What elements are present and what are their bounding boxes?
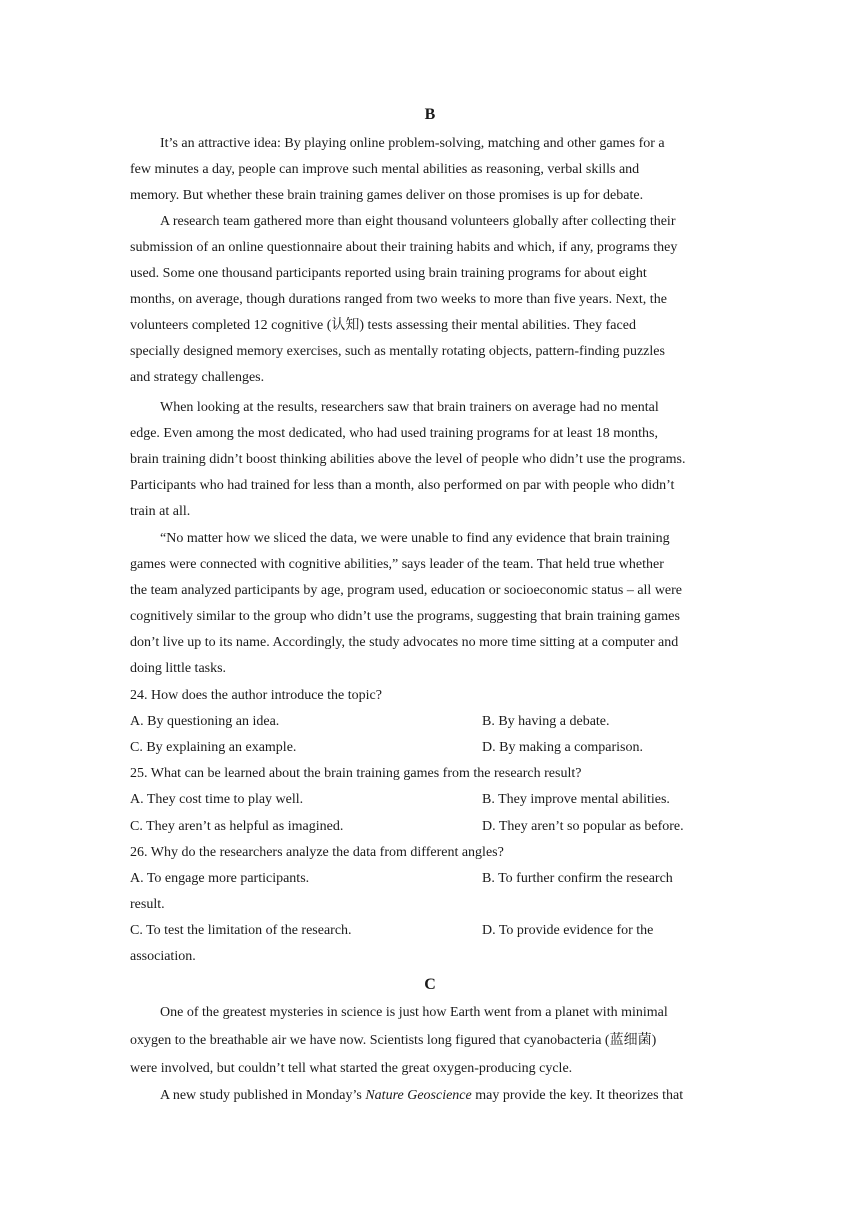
question-26-stem: 26. Why do the researchers analyze the data from different angles? bbox=[130, 845, 504, 860]
paragraph-b-2 bbox=[130, 209, 735, 391]
text-line: “No matter how we sliced the data, we were unable to find any evidence that brain training bbox=[160, 531, 670, 546]
text-line: oxygen to the breathable air we have now. Scientists long figured that cyanobacteria (蓝细菌) bbox=[130, 1033, 657, 1048]
text-line: don’t live up to its name. Accordingly, the study advocates no more time sitting at a computer and bbox=[130, 635, 679, 650]
text-line: submission of an online questionnaire about their training habits and which, if any, programs they bbox=[130, 240, 678, 255]
text-line: and strategy challenges. bbox=[130, 370, 265, 385]
question-26-option-d-wrap: association. bbox=[130, 949, 196, 964]
paragraph-b-1 bbox=[130, 131, 735, 209]
question-25-option-c: C. They aren’t as helpful as imagined. bbox=[130, 819, 344, 834]
text-line: specially designed memory exercises, such as mentally rotating objects, pattern-finding puzzles bbox=[130, 344, 665, 359]
text-line: Participants who had trained for less than a month, also performed on par with people who didn’t bbox=[130, 478, 675, 493]
text-line: A research team gathered more than eight thousand volunteers globally after collecting their bbox=[160, 214, 676, 229]
text-line: brain training didn’t boost thinking abilities above the level of people who didn’t use the programs. bbox=[130, 452, 686, 467]
text-line: memory. But whether these brain training games deliver on those promises is up for debate. bbox=[130, 188, 644, 203]
question-25-option-d: D. They aren’t so popular as before. bbox=[482, 819, 684, 834]
text-line: were involved, but couldn’t tell what started the great oxygen-producing cycle. bbox=[130, 1061, 573, 1076]
question-24-option-a: A. By questioning an idea. bbox=[130, 714, 280, 729]
paragraph-c-2 bbox=[130, 1083, 735, 1109]
question-25-stem: 25. What can be learned about the brain training games from the research result? bbox=[130, 766, 582, 781]
section-title-b: B bbox=[424, 106, 436, 123]
paragraph-b-4 bbox=[130, 526, 735, 682]
text-fragment: may provide the key. It theorizes that bbox=[471, 1088, 684, 1103]
question-26-option-c: C. To test the limitation of the research. bbox=[130, 923, 352, 938]
paragraph-b-3 bbox=[130, 395, 735, 525]
journal-title: Nature Geoscience bbox=[365, 1088, 472, 1103]
question-26-option-b-wrap: result. bbox=[130, 897, 165, 912]
question-24-option-c: C. By explaining an example. bbox=[130, 740, 297, 755]
text-line: cognitively similar to the group who didn’t use the programs, suggesting that brain training games bbox=[130, 609, 680, 624]
text-line: few minutes a day, people can improve such mental abilities as reasoning, verbal skills and bbox=[130, 162, 640, 177]
question-26-option-a: A. To engage more participants. bbox=[130, 871, 310, 886]
question-24-option-d: D. By making a comparison. bbox=[482, 740, 643, 755]
text-line: train at all. bbox=[130, 504, 191, 519]
text-line: the team analyzed participants by age, program used, education or socioeconomic status – all were bbox=[130, 583, 683, 598]
text-line: It’s an attractive idea: By playing online problem-solving, matching and other games for a bbox=[160, 136, 665, 151]
text-line: months, on average, though durations ranged from two weeks to more than five years. Next, the bbox=[130, 292, 667, 307]
question-24-stem: 24. How does the author introduce the topic? bbox=[130, 688, 382, 703]
text-fragment: A new study published in Monday’s bbox=[160, 1088, 366, 1103]
question-25-option-b: B. They improve mental abilities. bbox=[482, 792, 670, 807]
text-line: used. Some one thousand participants reported using brain training programs for about eight bbox=[130, 266, 647, 281]
text-line: edge. Even among the most dedicated, who had used training programs for at least 18 months, bbox=[130, 426, 658, 441]
text-line: doing little tasks. bbox=[130, 661, 227, 676]
question-26-option-b: B. To further confirm the research bbox=[482, 871, 673, 886]
text-line: When looking at the results, researchers saw that brain trainers on average had no mental bbox=[160, 400, 659, 415]
section-title-c: C bbox=[424, 976, 436, 993]
question-24-option-b: B. By having a debate. bbox=[482, 714, 610, 729]
question-26-option-d: D. To provide evidence for the bbox=[482, 923, 654, 938]
paragraph-c-1 bbox=[130, 1000, 735, 1082]
question-25-option-a: A. They cost time to play well. bbox=[130, 792, 304, 807]
text-line bbox=[130, 1083, 735, 1109]
text-line: volunteers completed 12 cognitive (认知) tests assessing their mental abilities. They faced bbox=[130, 318, 636, 333]
text-line: One of the greatest mysteries in science is just how Earth went from a planet with minimal bbox=[160, 1005, 668, 1020]
text-line: games were connected with cognitive abilities,” says leader of the team. That held true whether bbox=[130, 557, 664, 572]
